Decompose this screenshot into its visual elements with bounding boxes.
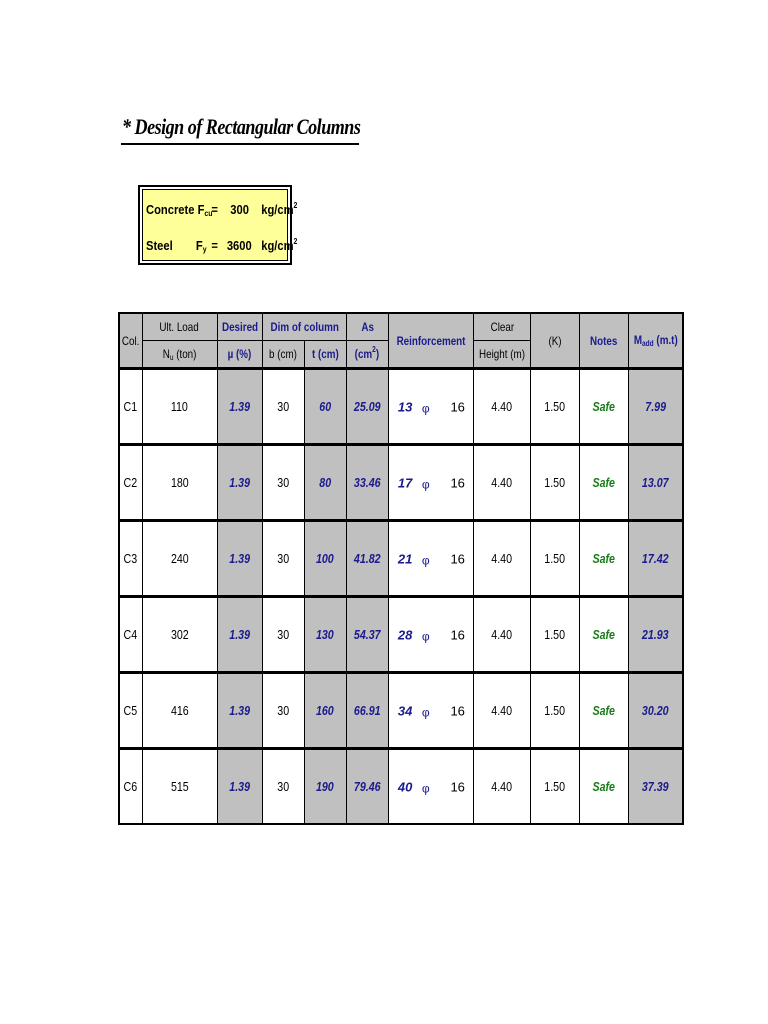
phi-symbol: φ — [421, 704, 430, 719]
header-dim: Dim of column — [262, 313, 346, 341]
cell-k: 1.50 — [530, 673, 579, 749]
cell-as: 33.46 — [346, 445, 388, 521]
cell-b: 30 — [262, 369, 304, 445]
cell-b: 30 — [262, 673, 304, 749]
header-notes: Notes — [579, 313, 628, 369]
cell-load: 240 — [142, 521, 217, 597]
cell-col: C2 — [119, 445, 142, 521]
cell-madd: 21.93 — [628, 597, 683, 673]
header-reinforcement: Reinforcement — [388, 313, 473, 369]
bar-count: 28 — [397, 627, 413, 642]
materials-panel — [142, 189, 298, 261]
header-madd: $M_{add}$ (m.t) — [628, 313, 683, 369]
header-desired-bottom: µ (%) — [217, 341, 262, 369]
steel-unit: $kg/cm^2$ — [261, 237, 298, 253]
cell-as: 25.09 — [346, 369, 388, 445]
cell-reinforcement — [388, 445, 473, 521]
phi-symbol: φ — [421, 400, 430, 415]
cell-reinforcement — [388, 369, 473, 445]
table-row — [119, 369, 683, 445]
cell-k: 1.50 — [530, 749, 579, 825]
cell-mu: 1.39 — [217, 673, 262, 749]
bar-diameter: 16 — [450, 627, 465, 642]
table-row — [119, 445, 683, 521]
cell-as: 66.91 — [346, 673, 388, 749]
cell-load: 302 — [142, 597, 217, 673]
bar-diameter: 16 — [450, 475, 465, 490]
steel-label: Steel — [146, 238, 173, 253]
bar-diameter: 16 — [450, 779, 465, 794]
cell-notes: Safe — [579, 369, 628, 445]
cell-notes: Safe — [579, 673, 628, 749]
header-desired-top: Desired — [217, 313, 262, 341]
steel-eq: = — [211, 238, 218, 253]
cell-t: 160 — [304, 673, 346, 749]
cell-b: 30 — [262, 597, 304, 673]
page-title: * Design of Rectangular Columns — [122, 114, 361, 139]
header-clear-top: Clear — [473, 313, 530, 341]
cell-madd: 7.99 — [628, 369, 683, 445]
header-as-top: As — [346, 313, 388, 341]
concrete-label: Concrete $F_{cu}$ — [146, 202, 213, 218]
cell-mu: 1.39 — [217, 369, 262, 445]
cell-b: 30 — [262, 445, 304, 521]
cell-height: 4.40 — [473, 597, 530, 673]
cell-madd: 17.42 — [628, 521, 683, 597]
cell-as: 79.46 — [346, 749, 388, 825]
cell-b: 30 — [262, 749, 304, 825]
concrete-row — [146, 201, 298, 222]
cell-reinforcement — [388, 673, 473, 749]
bar-diameter: 16 — [450, 551, 465, 566]
bar-diameter: 16 — [450, 703, 465, 718]
cell-height: 4.40 — [473, 749, 530, 825]
cell-k: 1.50 — [530, 445, 579, 521]
cell-col: C1 — [119, 369, 142, 445]
phi-symbol: φ — [421, 780, 430, 795]
bar-count: 21 — [397, 551, 413, 566]
header-t: t (cm) — [304, 341, 346, 369]
cell-madd: 37.39 — [628, 749, 683, 825]
cell-t: 80 — [304, 445, 346, 521]
phi-symbol: φ — [421, 628, 430, 643]
cell-b: 30 — [262, 521, 304, 597]
cell-k: 1.50 — [530, 369, 579, 445]
cell-mu: 1.39 — [217, 597, 262, 673]
cell-height: 4.40 — [473, 445, 530, 521]
cell-load: 180 — [142, 445, 217, 521]
table-row — [119, 673, 683, 749]
phi-symbol: φ — [421, 552, 430, 567]
header-col: Col. — [119, 313, 142, 369]
cell-t: 60 — [304, 369, 346, 445]
cell-load: 110 — [142, 369, 217, 445]
materials-box — [138, 185, 298, 265]
header-clear-bottom: Height (m) — [473, 341, 530, 369]
cell-madd: 13.07 — [628, 445, 683, 521]
steel-value: 3600 — [226, 238, 252, 253]
bar-diameter: 16 — [450, 399, 465, 414]
cell-col: C3 — [119, 521, 142, 597]
cell-k: 1.50 — [530, 521, 579, 597]
cell-k: 1.50 — [530, 597, 579, 673]
bar-count: 17 — [397, 475, 413, 490]
header-as-bottom: $(cm^2)$ — [346, 341, 388, 369]
cell-notes: Safe — [579, 749, 628, 825]
cell-notes: Safe — [579, 521, 628, 597]
cell-col: C6 — [119, 749, 142, 825]
table-row — [119, 521, 683, 597]
steel-symbol: $F_y$ — [195, 238, 207, 254]
concrete-eq: = — [211, 202, 218, 217]
cell-reinforcement — [388, 521, 473, 597]
cell-notes: Safe — [579, 445, 628, 521]
header-load-bottom: $N_u$ (ton) — [142, 341, 217, 369]
cell-mu: 1.39 — [217, 521, 262, 597]
cell-mu: 1.39 — [217, 749, 262, 825]
cell-col: C4 — [119, 597, 142, 673]
concrete-value: 300 — [230, 202, 249, 217]
table-row — [119, 749, 683, 825]
cell-load: 515 — [142, 749, 217, 825]
table-row — [119, 597, 683, 673]
cell-reinforcement — [388, 597, 473, 673]
cell-height: 4.40 — [473, 521, 530, 597]
cell-as: 41.82 — [346, 521, 388, 597]
cell-reinforcement — [388, 749, 473, 825]
cell-height: 4.40 — [473, 369, 530, 445]
cell-t: 100 — [304, 521, 346, 597]
steel-row — [146, 237, 298, 258]
cell-mu: 1.39 — [217, 445, 262, 521]
cell-notes: Safe — [579, 597, 628, 673]
cell-madd: 30.20 — [628, 673, 683, 749]
bar-count: 13 — [397, 399, 413, 414]
concrete-unit: $kg/cm^2$ — [261, 201, 298, 217]
bar-count: 34 — [397, 703, 413, 718]
title-underline — [121, 143, 359, 145]
header-b: b (cm) — [262, 341, 304, 369]
columns-table — [118, 312, 684, 825]
cell-t: 190 — [304, 749, 346, 825]
header-k: (K) — [530, 313, 579, 369]
header-load-top: Ult. Load — [142, 313, 217, 341]
bar-count: 40 — [397, 779, 413, 794]
cell-col: C5 — [119, 673, 142, 749]
cell-t: 130 — [304, 597, 346, 673]
cell-height: 4.40 — [473, 673, 530, 749]
phi-symbol: φ — [421, 476, 430, 491]
cell-load: 416 — [142, 673, 217, 749]
cell-as: 54.37 — [346, 597, 388, 673]
